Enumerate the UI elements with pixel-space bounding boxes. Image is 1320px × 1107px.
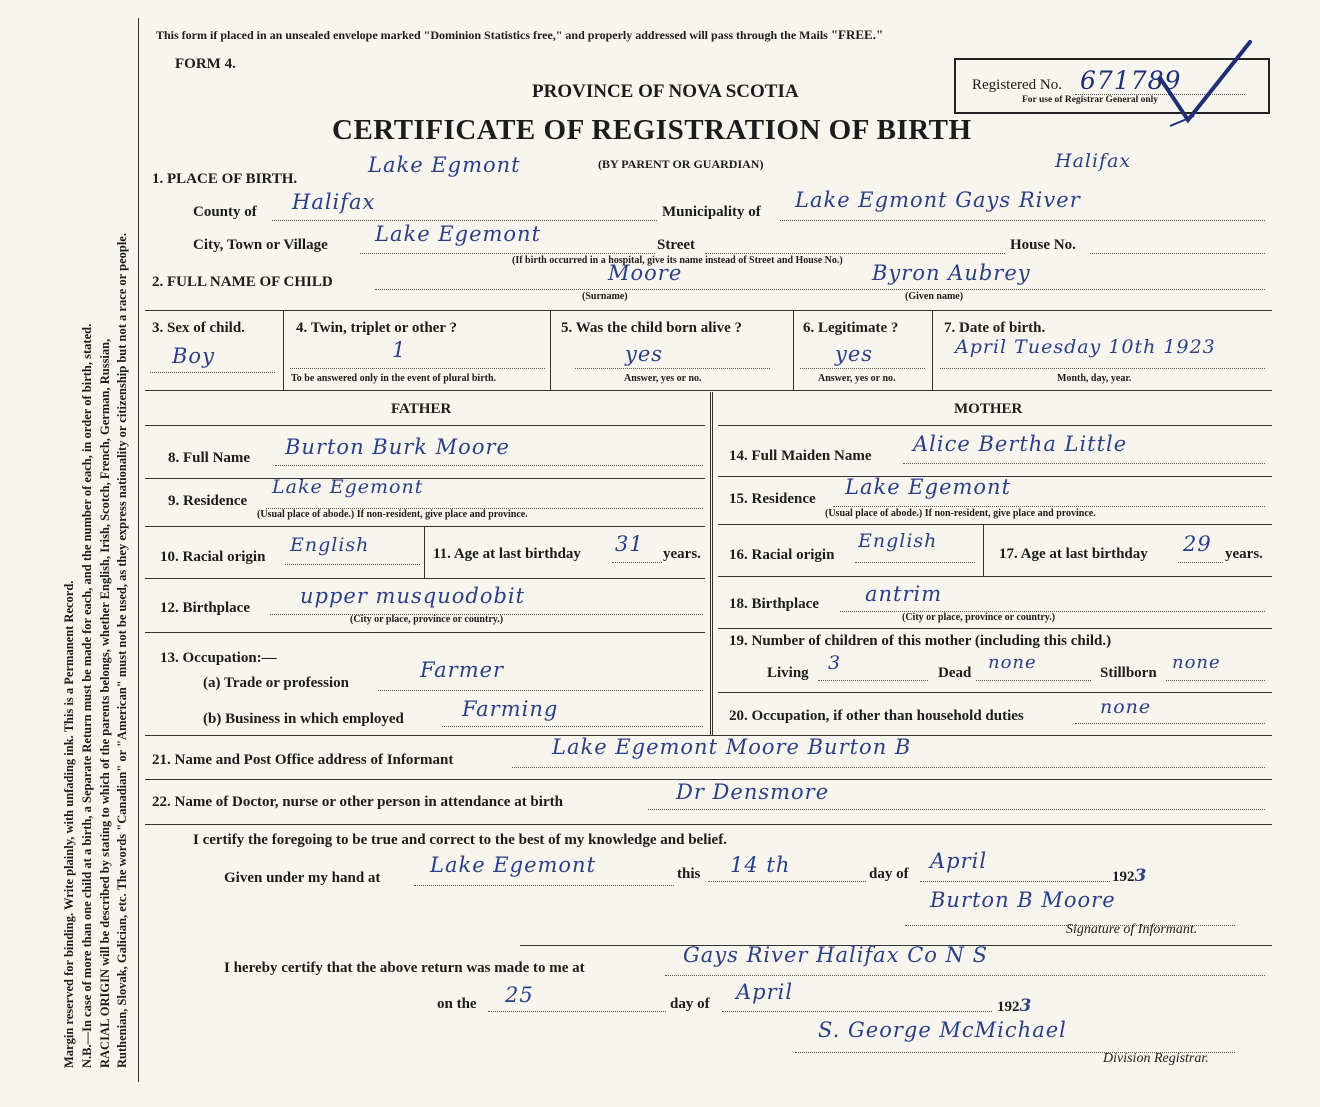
given-year (1112, 866, 1146, 886)
mother-dead-value: none (988, 652, 1037, 673)
mail-free-text: "FREE." (830, 27, 884, 42)
mother-dead-label: Dead (938, 665, 972, 681)
mother-stillborn-line (1166, 680, 1265, 681)
registrar-place-value: Gays River Halifax Co N S (683, 943, 989, 967)
mother-racial-line (855, 562, 975, 563)
given-place-line (414, 885, 674, 886)
street-line (705, 253, 1005, 254)
mother-occupation-line (1075, 723, 1265, 724)
twin-label: 4. Twin, triplet or other ? (296, 320, 457, 336)
province-heading: PROVINCE OF NOVA SCOTIA (532, 81, 799, 102)
given-place-value: Lake Egemont (430, 853, 597, 877)
row3-divider-2 (550, 310, 551, 390)
father-racial-value: English (290, 534, 370, 556)
margin-note-racial-origin: RACIAL ORIGIN will be described by stating to which of the parents belongs, whether English, Irish, Scotch, French, German, Russian, (98, 338, 112, 1068)
father-name-value: Burton Burk Moore (285, 435, 510, 459)
mother-age-divider (983, 524, 984, 576)
mother-birthplace-value: antrim (865, 582, 943, 606)
given-under-hand-label: Given under my hand at (224, 870, 381, 886)
registrar-note: For use of Registrar General only (1022, 95, 1159, 105)
mother-stillborn-label: Stillborn (1100, 665, 1157, 681)
registered-number: 671789 (1080, 66, 1182, 95)
legitimate-line (800, 368, 925, 369)
mother-residence-value: Lake Egemont (845, 475, 1012, 499)
registrar-day-value: 25 (505, 983, 534, 1007)
registrar-on-the-label: on the (437, 996, 477, 1012)
margin-note-binding: Margin reserved for binding. Write plainly, with unfading ink. This is a Permanent Record. (62, 580, 76, 1068)
father-age-divider (424, 526, 425, 578)
sex-value: Boy (172, 344, 215, 368)
mother-living-label: Living (767, 665, 809, 681)
mother-heading: MOTHER (954, 401, 1023, 417)
mother-heading-rule (718, 425, 1272, 426)
binding-margin-line (138, 18, 139, 1082)
mother-living-value: 3 (828, 652, 842, 674)
father-birthplace-note: (City or place, province or country.) (350, 614, 504, 625)
mother-residence-label: 15. Residence (729, 491, 816, 507)
form-number: FORM 4. (175, 56, 236, 72)
registrar-place-line (665, 975, 1265, 976)
father-trade-line (378, 690, 703, 691)
date-of-birth-line (940, 368, 1265, 369)
mother-living-line (818, 680, 928, 681)
mother-racial-value: English (858, 530, 938, 552)
given-day-line (708, 881, 866, 882)
municipality-label: Municipality of (662, 204, 761, 220)
surname-caption: (Surname) (582, 291, 628, 302)
father-row-rule-3 (145, 578, 705, 579)
father-age-value: 31 (615, 532, 644, 556)
sex-line (150, 372, 275, 373)
registrar-statement: I hereby certify that the above return was made to me at (224, 960, 585, 976)
born-alive-note: Answer, yes or no. (624, 373, 702, 384)
mother-row-rule-3 (718, 576, 1272, 577)
given-day-value: 14 th (730, 853, 791, 877)
registrar-day-line (488, 1011, 666, 1012)
father-residence-value: Lake Egemont (272, 476, 424, 498)
mother-name-line (903, 463, 1265, 464)
mother-name-label: 14. Full Maiden Name (729, 448, 872, 464)
mother-name-value: Alice Bertha Little (913, 432, 1128, 456)
municipality-extra-value: Halifax (1055, 150, 1132, 172)
city-value: Lake Egemont (375, 222, 542, 246)
row3-top-border (145, 310, 1272, 311)
registrar-year-prefix: 192 (997, 999, 1020, 1015)
place-of-birth-value: Lake Egmont (368, 153, 521, 177)
father-birthplace-label: 12. Birthplace (160, 600, 250, 616)
mother-birthplace-label: 18. Birthplace (729, 596, 819, 612)
registrar-month-value: April (736, 980, 794, 1004)
doctor-label: 22. Name of Doctor, nurse or other person in attendance at birth (152, 794, 563, 810)
row3-bottom-border (145, 390, 1272, 391)
mail-notice-text: This form if placed in an unsealed envelope marked "Dominion Statistics free," and properly addressed will pass through the Mails (156, 28, 828, 42)
registrar-day-of-label: day of (670, 996, 710, 1012)
child-surname-value: Moore (608, 261, 683, 285)
doctor-value: Dr Densmore (676, 780, 830, 804)
mother-dead-line (976, 680, 1091, 681)
informant-label: 21. Name and Post Office address of Informant (152, 752, 454, 768)
mother-children-label: 19. Number of children of this mother (including this child.) (729, 633, 1112, 649)
sex-label: 3. Sex of child. (152, 320, 245, 336)
mother-birthplace-note: (City or place, province or country.) (902, 612, 1056, 623)
father-birthplace-value: upper musquodobit (300, 584, 526, 608)
given-day-of-label: day of (869, 866, 909, 882)
registered-label: Registered No. (972, 77, 1062, 93)
house-no-label: House No. (1010, 237, 1076, 253)
informant-line (512, 767, 1265, 768)
mother-row-rule-4 (718, 628, 1272, 629)
father-business-value: Farming (462, 697, 559, 721)
page-subtitle: (BY PARENT OR GUARDIAN) (598, 157, 764, 171)
mother-occupation-value: none (1100, 696, 1152, 718)
father-racial-label: 10. Racial origin (160, 549, 266, 565)
child-name-line (375, 289, 1265, 290)
mother-age-label: 17. Age at last birthday (999, 546, 1148, 562)
row3-divider-3 (793, 310, 794, 390)
margin-note-multiple-births: N.B.—In case of more than one child at a birth, a Separate Return must be made for each, and the number of each, in order of birth, stated. (80, 323, 94, 1068)
mother-racial-label: 16. Racial origin (729, 547, 835, 563)
informant-signature-caption: Signature of Informant. (1066, 922, 1198, 937)
mother-age-years: years. (1225, 546, 1263, 562)
given-year-suffix: 3 (1134, 866, 1147, 886)
father-age-line (612, 562, 662, 563)
registrar-caption: Division Registrar. (1103, 1051, 1209, 1066)
father-racial-line (285, 564, 420, 565)
born-alive-value: yes (625, 342, 664, 366)
twin-note: To be answered only in the event of plural birth. (291, 373, 497, 384)
mother-age-line (1178, 562, 1223, 563)
given-name-caption: (Given name) (905, 291, 964, 302)
margin-note-racial-origin-2: Ruthenian, Slovak, Galician, etc. The words "Canadian" or "American" must not be used, as they express nationality or citizenship but not a race or people. (115, 233, 129, 1068)
date-of-birth-label: 7. Date of birth. (944, 320, 1046, 336)
county-value: Halifax (292, 190, 376, 214)
city-label: City, Town or Village (193, 237, 328, 253)
mother-row-rule-2 (718, 524, 1272, 525)
father-age-years: years. (663, 546, 701, 562)
page-title: CERTIFICATE OF REGISTRATION OF BIRTH (332, 114, 972, 146)
father-residence-note: (Usual place of abode.) If non-resident, give place and province. (257, 509, 528, 520)
father-occupation-label: 13. Occupation:— (160, 650, 277, 666)
mail-notice (156, 27, 883, 43)
check-mark-icon (1150, 38, 1260, 138)
row3-divider-1 (283, 310, 284, 390)
father-business-line (442, 726, 703, 727)
county-line (272, 220, 657, 221)
father-row-rule-1 (145, 478, 705, 479)
mother-residence-note: (Usual place of abode.) If non-resident, give place and province. (825, 508, 1096, 519)
twin-line (290, 368, 545, 369)
twin-value: 1 (392, 338, 407, 362)
mother-row-rule-5 (718, 692, 1272, 693)
father-heading: FATHER (391, 401, 452, 417)
row3-divider-4 (932, 310, 933, 390)
mother-residence-line (833, 506, 1265, 507)
date-of-birth-value: April Tuesday 10th 1923 (955, 336, 1216, 358)
father-heading-rule (145, 425, 705, 426)
county-label: County of (193, 204, 257, 220)
registrar-year-suffix: 3 (1019, 996, 1032, 1016)
registrar-year (997, 996, 1031, 1016)
father-trade-value: Farmer (420, 658, 505, 682)
hospital-note: (If birth occurred in a hospital, give its name instead of Street and House No.) (512, 255, 843, 266)
father-age-label: 11. Age at last birthday (433, 546, 581, 562)
given-month-value: April (930, 849, 988, 873)
informant-signature: Burton B Moore (930, 888, 1116, 912)
legitimate-value: yes (835, 342, 874, 366)
informant-value: Lake Egemont Moore Burton B (552, 735, 912, 759)
doctor-rule (145, 824, 1272, 825)
child-given-name-value: Byron Aubrey (872, 261, 1031, 285)
born-alive-line (575, 368, 770, 369)
child-name-label: 2. FULL NAME OF CHILD (152, 274, 333, 290)
father-business-label: (b) Business in which employed (203, 711, 404, 727)
given-year-prefix: 192 (1112, 869, 1135, 885)
given-month-line (920, 881, 1110, 882)
mother-age-value: 29 (1183, 532, 1212, 556)
place-of-birth-label: 1. PLACE OF BIRTH. (152, 171, 298, 187)
registrar-month-line (722, 1011, 992, 1012)
legitimate-label: 6. Legitimate ? (803, 320, 899, 336)
father-name-label: 8. Full Name (168, 450, 251, 466)
given-this-label: this (677, 866, 701, 882)
legitimate-note: Answer, yes or no. (818, 373, 896, 384)
father-row-rule-4 (145, 632, 705, 633)
parents-divider (710, 392, 713, 735)
father-trade-label: (a) Trade or profession (203, 675, 349, 691)
father-residence-label: 9. Residence (168, 493, 248, 509)
municipality-value: Lake Egmont Gays River (795, 188, 1081, 212)
street-label: Street (657, 237, 696, 253)
mother-stillborn-value: none (1172, 652, 1221, 673)
municipality-line (780, 220, 1265, 221)
registrar-signature: S. George McMichael (818, 1018, 1067, 1042)
house-no-line (1090, 253, 1265, 254)
certify-statement: I certify the foregoing to be true and correct to the best of my knowledge and belief. (193, 832, 727, 848)
doctor-line (648, 809, 1265, 810)
mother-occupation-label: 20. Occupation, if other than household duties (729, 708, 1024, 724)
father-name-line (275, 465, 703, 466)
city-line (360, 253, 655, 254)
father-row-rule-2 (145, 526, 705, 527)
born-alive-label: 5. Was the child born alive ? (561, 320, 742, 336)
date-of-birth-note: Month, day, year. (1057, 373, 1132, 384)
